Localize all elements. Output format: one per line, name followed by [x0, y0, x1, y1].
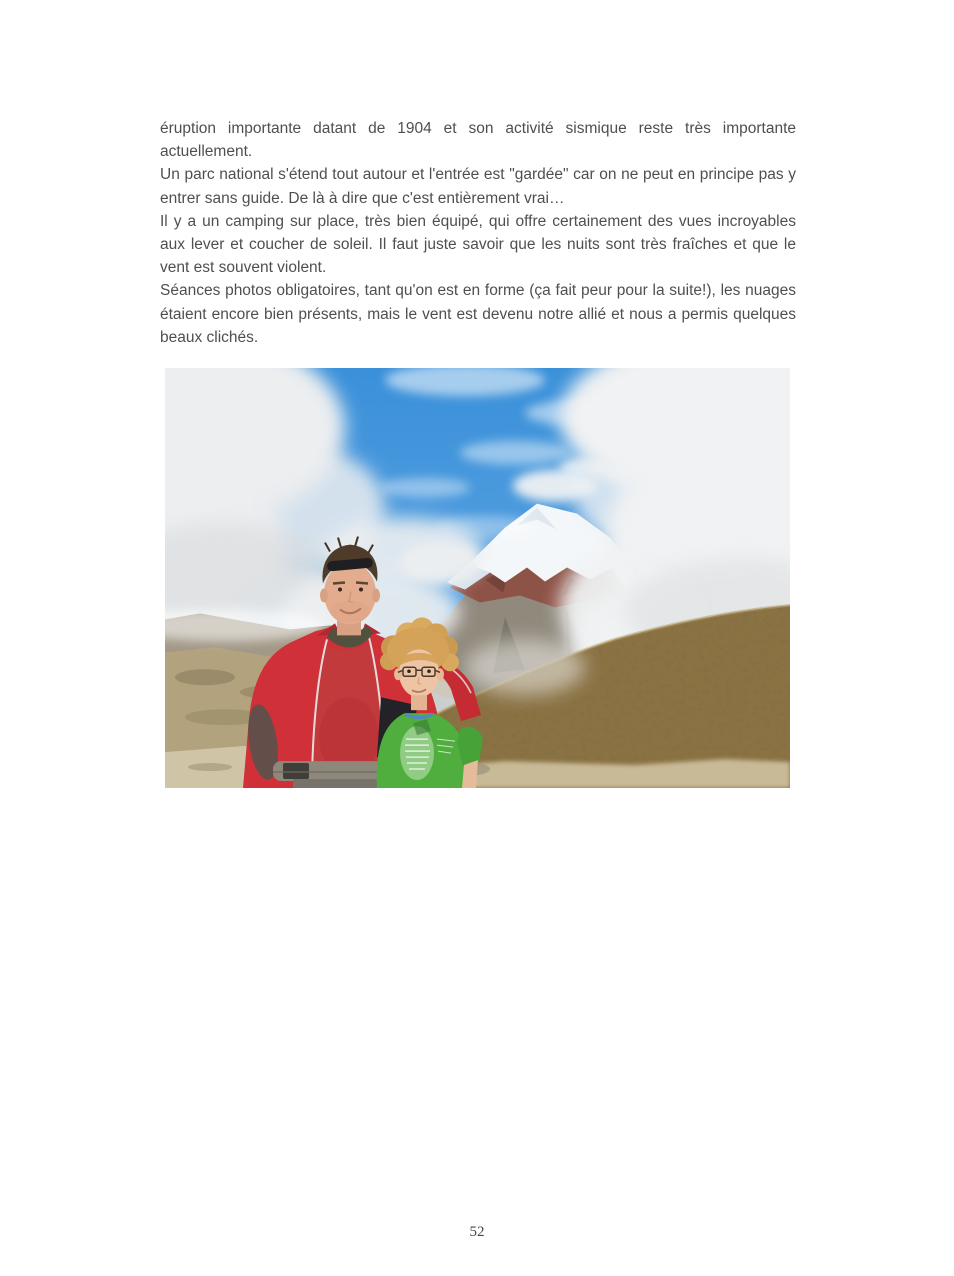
boy-neck — [411, 695, 427, 710]
body-paragraph: Séances photos obligatoires, tant qu'on est en forme (ça fait peur pour la suite!), les nuages étaient encore bien présents, mais le vent est devenu notre allié et nous a permis quelques beaux clichés. — [160, 282, 796, 346]
body-paragraph: Il y a un camping sur place, très bien équipé, qui offre certainement des vues incroyables aux lever et coucher de soleil. Il faut juste savoir que les nuits sont très fraîches et que le vent est souvent violent. — [160, 212, 796, 277]
volcano-photo — [165, 368, 790, 788]
body-paragraph: Un parc national s'étend tout autour et l'entrée est "gardée" car on ne peut en principe pas y entrer sans guide. De là à dire que c'est entièrement vrai… — [160, 166, 796, 207]
volcano-photo-graphic — [165, 368, 790, 788]
page-number: 52 — [469, 1224, 485, 1240]
body-text — [160, 117, 796, 349]
body-paragraph: éruption importante datant de 1904 et son activité sismique reste très importante actuellement. — [160, 120, 796, 161]
